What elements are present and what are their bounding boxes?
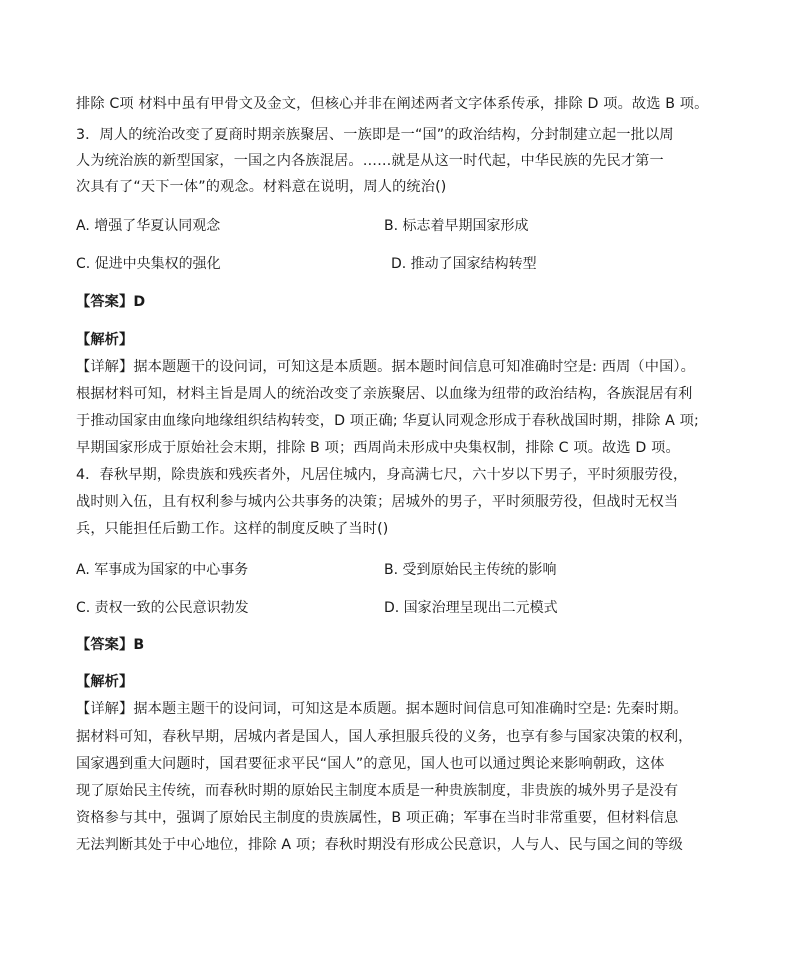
q4-answer: 【答案】B xyxy=(76,637,145,653)
q4-detail-line: 据材料可知，春秋早期，居城内者是国人，国人承担服兵役的义务，也享有参与国家决策的权利， xyxy=(76,729,693,745)
question-3-stem-line: 人为统治族的新型国家，一国之内各族混居。……就是从这一时代起，中华民族的先民才第一 xyxy=(76,153,664,169)
q4-analysis-title: 【解析】 xyxy=(76,674,134,690)
question-4-stem-line: 战时则入伍，且有权利参与城内公共事务的决策；居城外的男子，平时须服劳役，但战时无权当 xyxy=(76,494,679,510)
q3-detail-line: 于推动国家由血缘向地缘组织结构转变，D 项正确; 华夏认同观念形成于春秋战国时期，排除 A 项; xyxy=(76,413,699,429)
q4-detail-line: 【详解】据本题主题干的设问词，可知这是本质题。据本题时间信息可知准确时空是: 先秦时期。 xyxy=(76,701,688,717)
q4-option-c: C. 责权一致的公民意识勃发 xyxy=(76,600,249,616)
q3-detail-line: 早期国家形成于原始社会末期，排除 B 项；西周尚未形成中央集权制，排除 C 项。故选 D 项。 xyxy=(76,440,680,456)
q3-option-c: C. 促进中央集权的强化 xyxy=(76,256,221,272)
q4-option-d: D. 国家治理呈现出二元模式 xyxy=(384,600,558,616)
q3-option-d: D. 推动了国家结构转型 xyxy=(391,256,537,272)
q3-detail-line: 【详解】据本题题干的设问词，可知这是本质题。据本题时间信息可知准确时空是: 西周（中国）。 xyxy=(76,359,696,375)
q3-analysis-title: 【解析】 xyxy=(76,332,134,348)
question-3-stem-line: 3．周人的统治改变了夏商时期亲族聚居、一族即是一“国”的政治结构，分封制建立起一批以周 xyxy=(76,127,674,143)
q3-detail-line: 根据材料可知，材料主旨是周人的统治改变了亲族聚居、以血缘为纽带的政治结构，各族混居有利 xyxy=(76,386,693,402)
q4-detail-line: 无法判断其处于中心地位，排除 A 项；春秋时期没有形成公民意识，人与人、民与国之间的等级 xyxy=(76,837,684,853)
q3-answer: 【答案】D xyxy=(76,294,146,310)
q4-detail-line: 资格参与其中，强调了原始民主制度的贵族属性，B 项正确；军事在当时非常重要，但材料信息 xyxy=(76,810,679,826)
q4-option-b: B. 受到原始民主传统的影响 xyxy=(384,562,557,578)
q4-detail-line: 国家遇到重大问题时，国君要征求平民“国人”的意见，国人也可以通过舆论来影响朝政，这体 xyxy=(76,756,665,772)
question-4-stem-line: 兵，只能担任后勤工作。这样的制度反映了当时() xyxy=(76,521,389,537)
q3-option-a: A. 增强了华夏认同观念 xyxy=(76,218,221,234)
question-4-stem-line: 4．春秋早期，除贵族和残疾者外，凡居住城内，身高满七尺，六十岁以下男子，平时须服劳役， xyxy=(76,467,688,483)
question-3-stem-line: 次具有了“天下一体”的观念。材料意在说明，周人的统治() xyxy=(76,179,447,195)
q3-option-b: B. 标志着早期国家形成 xyxy=(384,218,529,234)
text-line: 排除 C项 材料中虽有甲骨文及金文，但核心并非在阐述两者文字体系传承，排除 D 项。故选 B 项。 xyxy=(76,96,709,112)
q4-detail-line: 现了原始民主传统，而春秋时期的原始民主制度本质是一种贵族制度，非贵族的城外男子是没有 xyxy=(76,783,679,799)
q4-option-a: A. 军事成为国家的中心事务 xyxy=(76,562,249,578)
